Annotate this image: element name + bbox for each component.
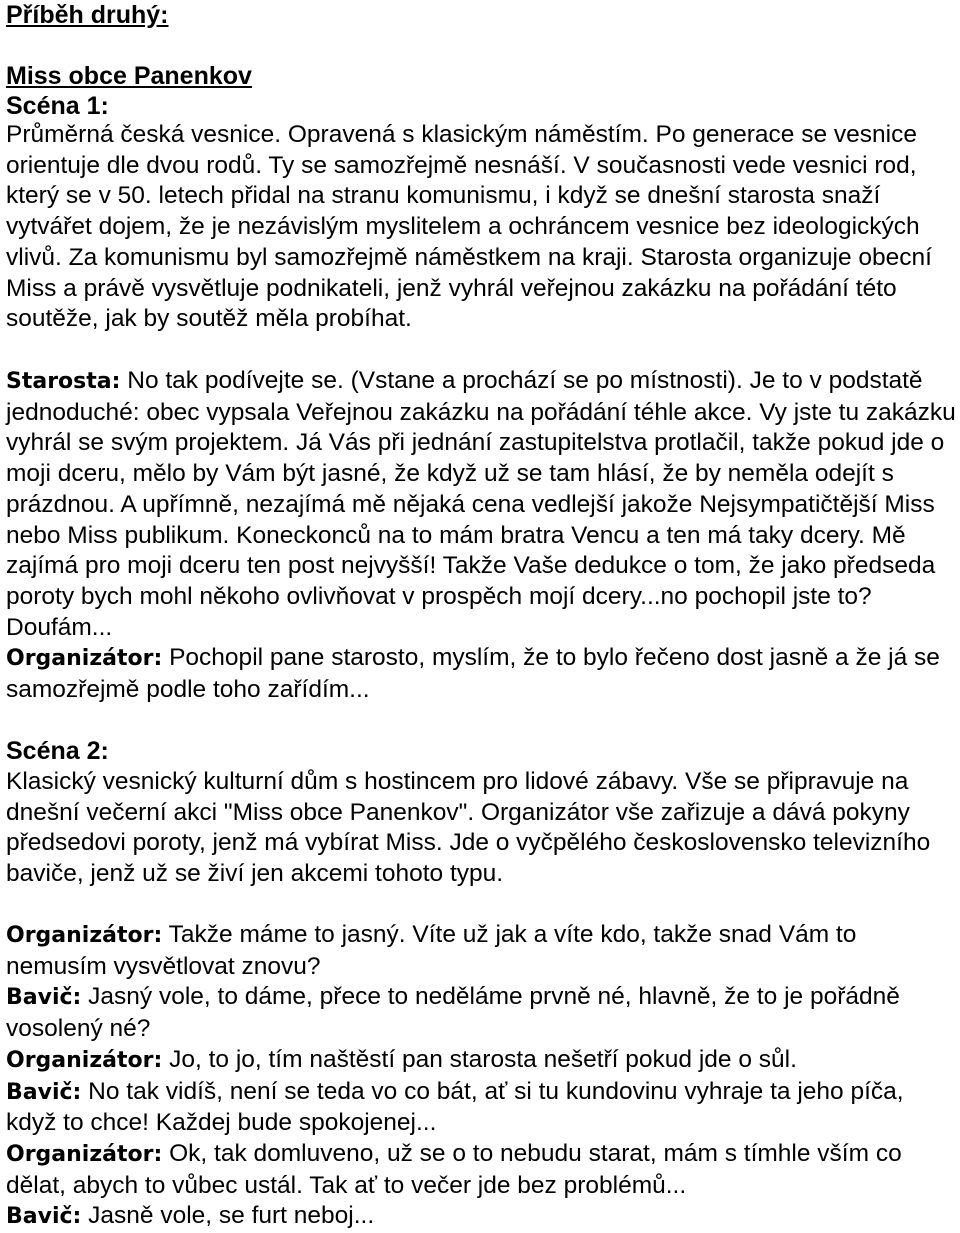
dialogue-text: Jo, to jo, tím naštěstí pan starosta nešetří pokud jde o sůl. xyxy=(169,1045,797,1073)
scene1-description: Průměrná česká vesnice. Opravená s klasickým náměstím. Po generace se vesnice orientuje dle dvou rodů. Ty se samozřejmě nesnáší. V současnosti vede vesnici rod, který se v 50. letech přidal na stranu komunismu, i když se dnešní starosta snaží vytvářet dojem, že je nezávislým myslitelem a ochráncem vesnice bez ideologických vlivů. Za komunismu byl samozřejmě náměstkem na kraji. Starosta organizuje obecní Miss a právě vysvětluje podnikateli, jenž vyhrál veřejnou zakázku na pořádání této soutěže, jak by soutěž měla probíhat. xyxy=(6,121,932,333)
speaker-name: Bavič: xyxy=(6,1079,82,1105)
dialogue-text: No tak podívejte se. (Vstane a prochází se po místnosti). Je to v podstatě jednoduché: obec vypsala Veřejnou zakázku na pořádání téhle akce. Vy jste tu zakázku vyhrál se svým projektem. Já Vás při jednání zastupitelstva protlačil, takže pokud jde o moji dceru, mělo by Vám být jasné, že když už se tam hlásí, že by neměla odejít s prázdnou. A upřímně, nezajímá mě nějaká cena vedlejší jakože Nejsympatičtější Miss nebo Miss publikum. Koneckonců na to mám bratra Vencu a ten má taky dcery. Mě zajímá pro moji dceru ten post nejvyšší! Takže Vaše dedukce o tom, že jako předseda poroty bych mohl někoho ovlivňovat v prospěch mojí dcery...no pochopil jste to? Doufám... xyxy=(6,367,956,641)
dialogue-line xyxy=(6,1139,956,1201)
speaker-name: Bavič: xyxy=(6,1204,82,1230)
dialogue-text: Jasný vole, to dáme, přece to neděláme prvně né, hlavně, že to je pořádně vosolený né? xyxy=(6,983,900,1043)
dialogue-text: Takže máme to jasný. Víte už jak a víte kdo, takže snad Vám to nemusím vysvětlovat znovu? xyxy=(6,921,857,980)
scene1-dialogue xyxy=(6,366,956,706)
scene2-dialogue xyxy=(6,920,956,1233)
speaker-name: Starosta: xyxy=(6,369,121,394)
scene2-description: Klasický vesnický kulturní dům s hostincem pro lidové zábavy. Vše se připravuje na dnešní večerní akci "Miss obce Panenkov". Organizátor vše zařizuje a dává pokyny předsedovi poroty, jenž má vybírat Miss. Jde o vyčpělého československo televizního baviče, jenž už se živí jen akcemi tohoto typu. xyxy=(6,768,931,888)
document-title: Miss obce Panenkov xyxy=(6,62,252,90)
dialogue-line xyxy=(6,920,956,982)
dialogue-text: Jasně vole, se furt neboj... xyxy=(88,1202,375,1230)
dialogue-text: Ok, tak domluveno, už se o to nebudu starat, mám s tímhle vším co dělat, abych to vůbec ustál. Tak ať to večer jde bez problémů... xyxy=(6,1139,902,1199)
dialogue-text: No tak vidíš, není se teda vo co bát, ať si tu kundovinu vyhraje ta jeho píča, když to chce! Každej bude spokojenej... xyxy=(6,1077,904,1137)
dialogue-text: Pochopil pane starosto, myslím, že to bylo řečeno dost jasně a že já se samozřejmě podle toho zařídím... xyxy=(6,644,940,704)
dialogue-line xyxy=(6,366,956,643)
scene1-heading: Scéna 1: xyxy=(6,92,109,120)
dialogue-line xyxy=(6,982,956,1044)
speaker-name: Organizátor: xyxy=(6,646,163,672)
dialogue-line xyxy=(6,1201,956,1233)
speaker-name: Organizátor: xyxy=(6,1047,163,1073)
speaker-name: Bavič: xyxy=(6,985,82,1011)
speaker-name: Organizátor: xyxy=(6,923,163,948)
dialogue-line xyxy=(6,1077,956,1139)
dialogue-line xyxy=(6,1045,956,1077)
speaker-name: Organizátor: xyxy=(6,1141,163,1167)
story-title: Příběh druhý: xyxy=(6,1,169,29)
scene2-heading: Scéna 2: xyxy=(6,737,109,765)
dialogue-line xyxy=(6,643,956,705)
